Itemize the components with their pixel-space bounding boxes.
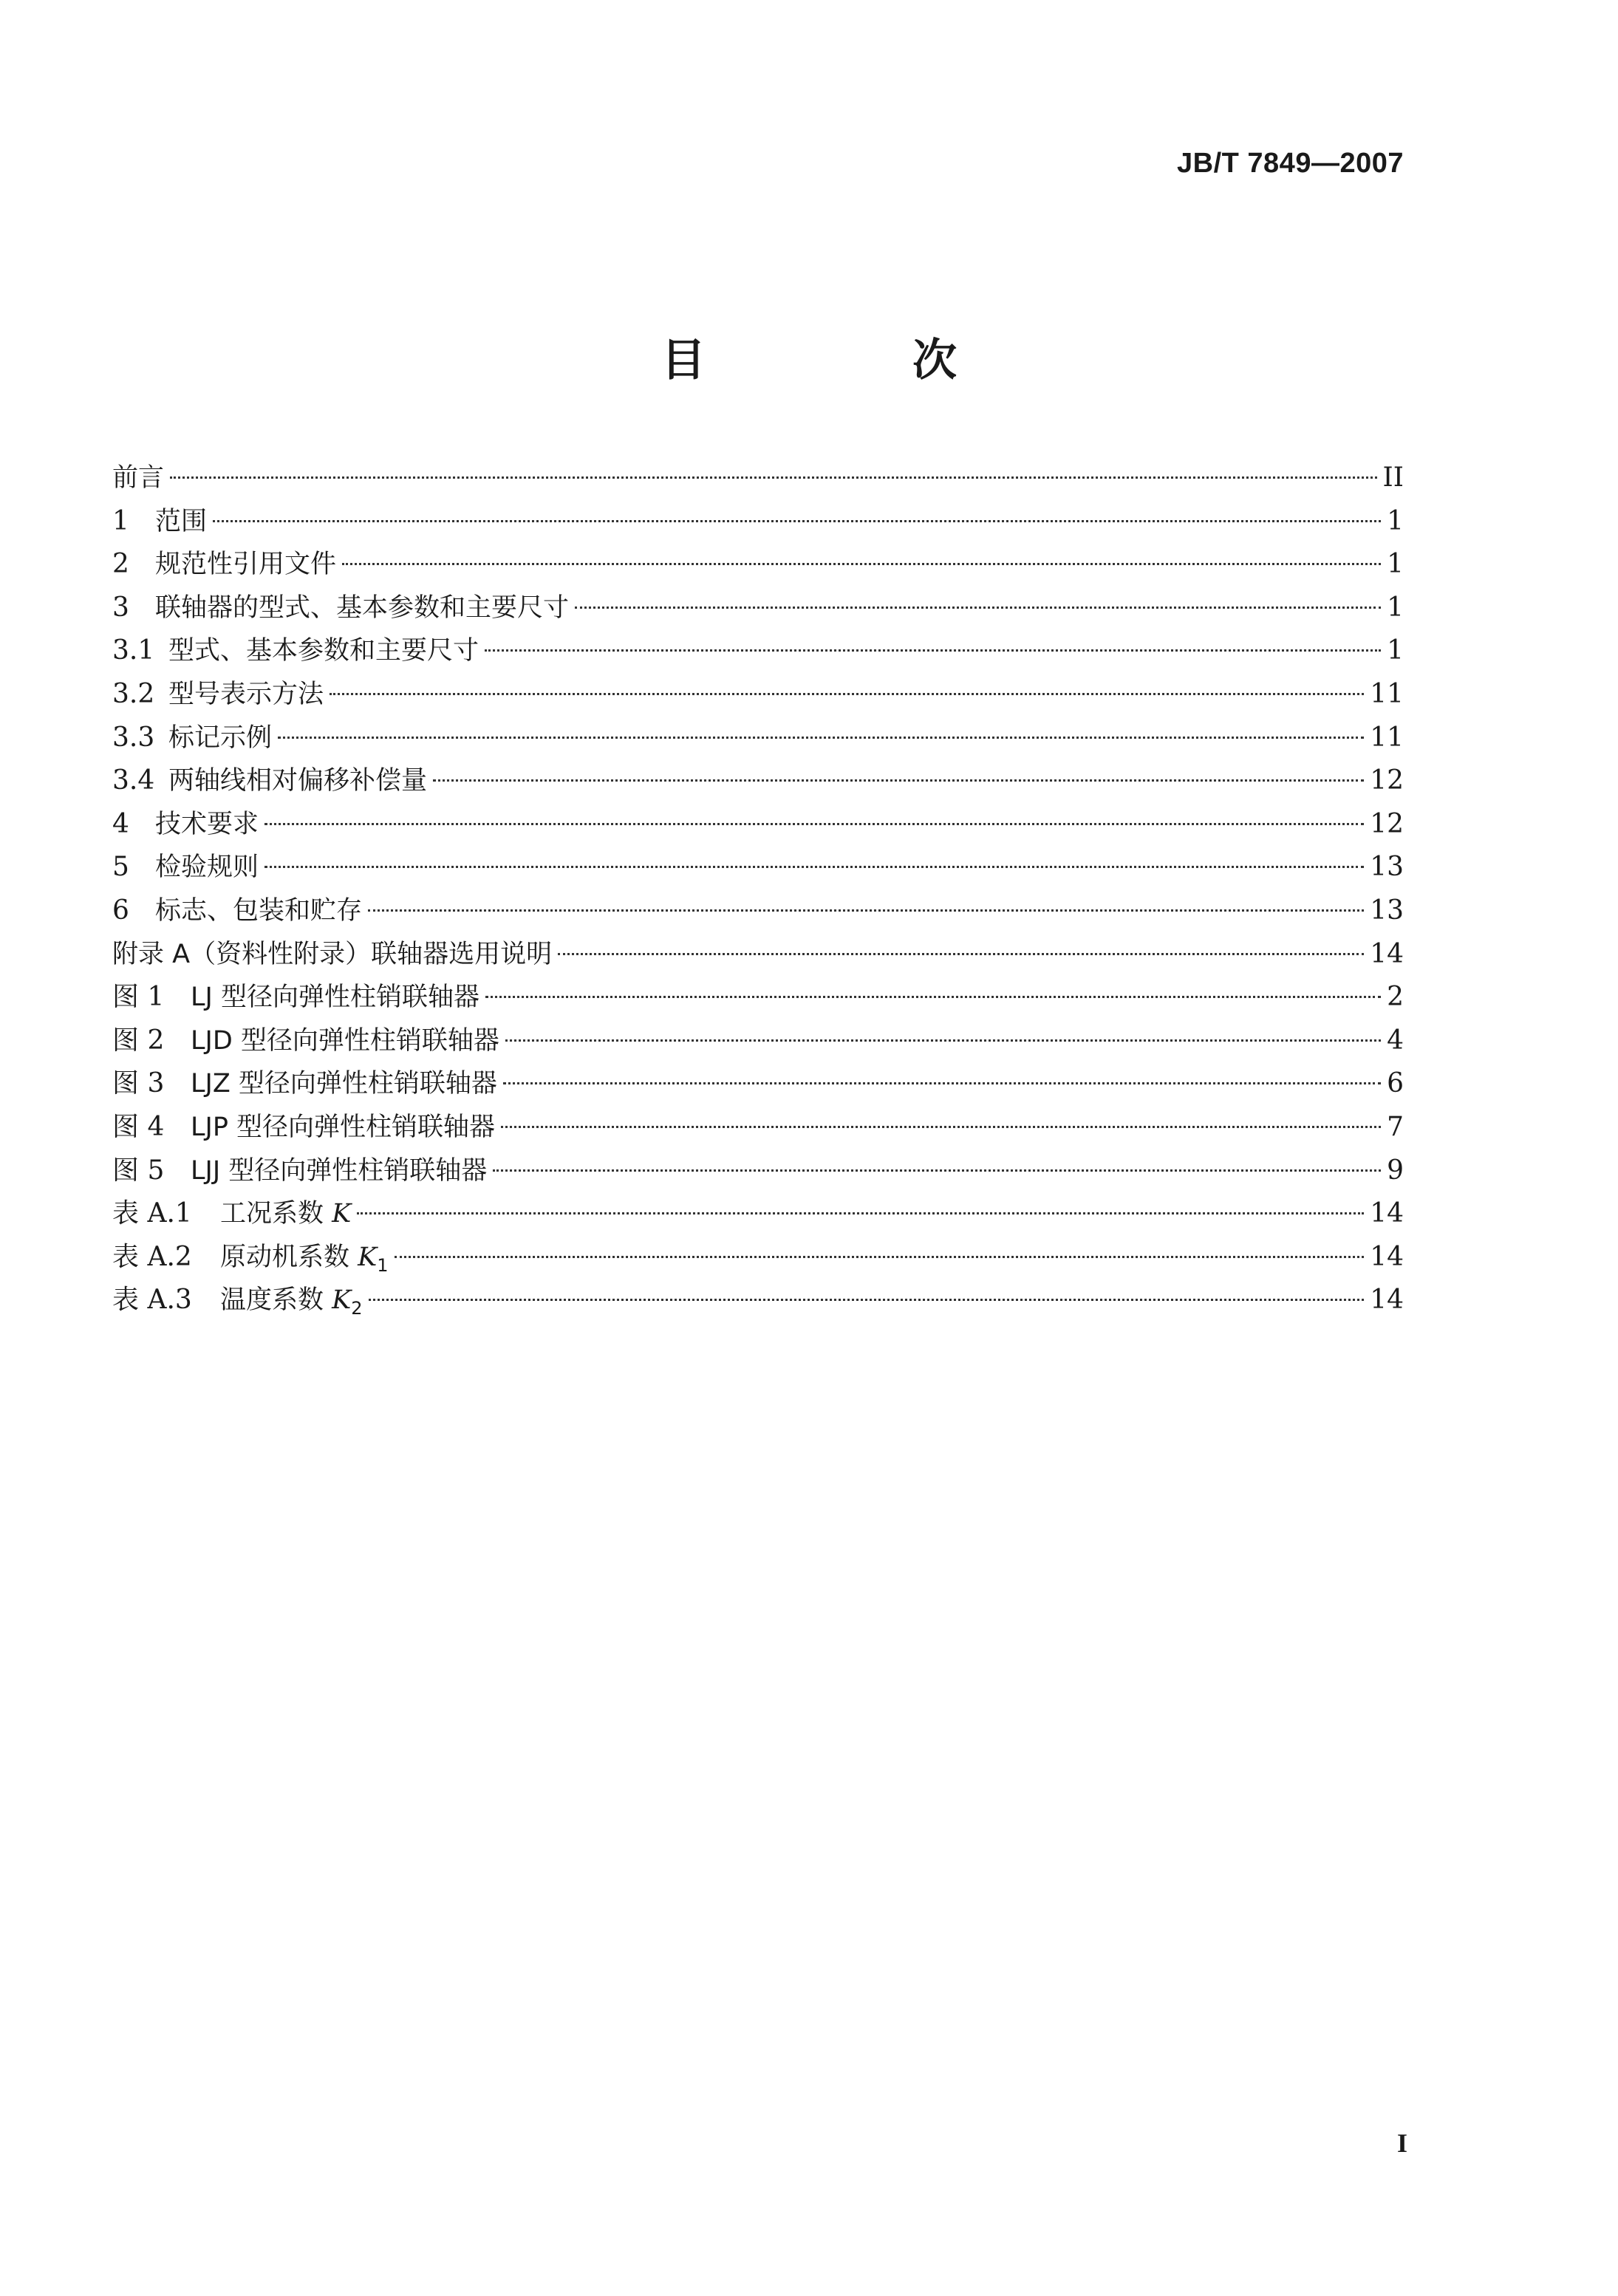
toc-entry-number: 图 1: [112, 982, 165, 1013]
table-of-contents: [112, 457, 1404, 1322]
toc-entry-page: 14: [1370, 1198, 1404, 1229]
toc-entry-title: 附录 A（资料性附录）联轴器选用说明: [112, 939, 553, 969]
toc-entry-number: 5: [112, 852, 129, 883]
math-subscript: 2: [351, 1298, 363, 1319]
toc-entry-page: 9: [1387, 1155, 1404, 1186]
dot-leader: [505, 1039, 1381, 1042]
toc-entry-title: 工况系数 K: [220, 1199, 352, 1229]
toc-entry[interactable]: [112, 1149, 1404, 1193]
toc-entry-title: 范围: [155, 506, 208, 536]
toc-entry-page: 2: [1387, 982, 1404, 1013]
dot-leader: [170, 476, 1377, 479]
standard-code: JB/T 7849—2007: [1177, 148, 1404, 179]
toc-entry[interactable]: [112, 673, 1404, 717]
toc-entry-number: 6: [112, 895, 129, 926]
toc-entry-number: 3.2: [112, 678, 155, 709]
dot-leader: [369, 1299, 1365, 1301]
math-symbol: K: [358, 1242, 378, 1272]
dot-leader: [558, 953, 1364, 955]
toc-entry-page: 1: [1387, 549, 1404, 580]
toc-entry-title: 规范性引用文件: [155, 550, 337, 580]
toc-entry[interactable]: [112, 803, 1404, 847]
dot-leader: [395, 1256, 1365, 1258]
dot-leader: [503, 1082, 1381, 1084]
math-symbol: K: [332, 1199, 352, 1229]
dot-leader: [357, 1212, 1364, 1214]
toc-entry-title: LJZ 型径向弹性柱销联轴器: [191, 1069, 497, 1099]
toc-entry[interactable]: [112, 889, 1404, 933]
dot-leader: [575, 607, 1381, 609]
toc-entry-page: 6: [1387, 1068, 1404, 1099]
toc-entry-title: 技术要求: [155, 809, 259, 839]
toc-entry[interactable]: [112, 1019, 1404, 1063]
toc-entry[interactable]: [112, 933, 1404, 977]
toc-entry-number: 3.4: [112, 765, 155, 796]
toc-entry-title: LJJ 型径向弹性柱销联轴器: [191, 1155, 488, 1186]
dot-leader: [264, 823, 1364, 825]
toc-entry-page: 14: [1370, 1285, 1404, 1316]
toc-entry-title: 型式、基本参数和主要尺寸: [168, 636, 479, 666]
toc-entry-title: 两轴线相对偏移补偿量: [168, 766, 428, 796]
math-subscript: 1: [377, 1254, 389, 1276]
toc-entry[interactable]: [112, 457, 1404, 500]
toc-entry-number: 表 A.3: [112, 1285, 192, 1316]
toc-entry[interactable]: [112, 629, 1404, 673]
page-title: 目 次: [661, 335, 1038, 386]
toc-entry[interactable]: [112, 1106, 1404, 1149]
math-symbol: K: [332, 1285, 352, 1316]
dot-leader: [368, 909, 1364, 912]
toc-entry-title: 标记示例: [168, 722, 273, 753]
toc-entry-title: 前言: [112, 463, 165, 493]
dot-leader: [485, 996, 1381, 998]
toc-entry[interactable]: [112, 1192, 1404, 1236]
toc-entry-page: 12: [1370, 808, 1404, 839]
dot-leader: [433, 779, 1364, 782]
toc-entry-title: 型号表示方法: [168, 679, 324, 709]
toc-entry[interactable]: [112, 846, 1404, 889]
toc-entry-page: 1: [1387, 505, 1404, 536]
toc-entry-title: LJ 型径向弹性柱销联轴器: [191, 983, 479, 1013]
toc-entry-title: LJP 型径向弹性柱销联轴器: [191, 1112, 496, 1142]
toc-entry-number: 图 2: [112, 1025, 165, 1056]
toc-entry-title: 标志、包装和贮存: [155, 895, 363, 926]
toc-entry-title: 检验规则: [155, 853, 259, 883]
toc-entry-number: 3: [112, 592, 129, 623]
toc-entry-title: 联轴器的型式、基本参数和主要尺寸: [155, 592, 570, 623]
toc-entry-number: 图 3: [112, 1068, 165, 1099]
dot-leader: [501, 1126, 1381, 1128]
toc-entry[interactable]: [112, 543, 1404, 587]
dot-leader: [264, 866, 1364, 868]
dot-leader: [278, 737, 1364, 739]
toc-entry[interactable]: [112, 1279, 1404, 1322]
toc-entry-number: 表 A.2: [112, 1241, 192, 1272]
dot-leader: [493, 1169, 1381, 1172]
toc-entry-page: 14: [1370, 1241, 1404, 1272]
toc-entry-page: II: [1382, 462, 1404, 493]
toc-entry-title: 原动机系数 $K_1$: [220, 1242, 389, 1276]
toc-entry-page: 11: [1370, 678, 1404, 709]
dot-leader: [342, 563, 1381, 565]
toc-entry-number: 图 5: [112, 1155, 165, 1186]
toc-entry-page: 1: [1387, 592, 1404, 623]
toc-entry[interactable]: [112, 759, 1404, 803]
toc-entry[interactable]: [112, 500, 1404, 544]
toc-entry-page: 13: [1370, 895, 1404, 926]
toc-entry-page: 4: [1387, 1025, 1404, 1056]
toc-entry-page: 14: [1370, 938, 1404, 969]
dot-leader: [330, 693, 1364, 695]
toc-entry-number: 3.3: [112, 722, 155, 753]
toc-entry-page: 1: [1387, 635, 1404, 666]
toc-entry-title: 温度系数 $K_2$: [220, 1285, 363, 1319]
toc-entry-number: 图 4: [112, 1111, 165, 1142]
toc-entry-page: 11: [1370, 722, 1404, 753]
page-number: I: [1396, 2128, 1407, 2158]
toc-entry[interactable]: [112, 1236, 1404, 1279]
dot-leader: [485, 649, 1381, 652]
toc-entry-number: 4: [112, 808, 129, 839]
toc-entry[interactable]: [112, 976, 1404, 1019]
toc-entry[interactable]: [112, 587, 1404, 630]
dot-leader: [213, 520, 1381, 522]
toc-entry-number: 2: [112, 549, 129, 580]
toc-entry[interactable]: [112, 1062, 1404, 1106]
toc-entry-number: 表 A.1: [112, 1198, 192, 1229]
toc-entry-page: 7: [1387, 1111, 1404, 1142]
toc-entry-number: 1: [112, 505, 129, 536]
toc-entry-title: LJD 型径向弹性柱销联轴器: [191, 1025, 499, 1056]
toc-entry-page: 13: [1370, 852, 1404, 883]
toc-entry-page: 12: [1370, 765, 1404, 796]
toc-entry[interactable]: [112, 717, 1404, 760]
toc-entry-number: 3.1: [112, 635, 155, 666]
